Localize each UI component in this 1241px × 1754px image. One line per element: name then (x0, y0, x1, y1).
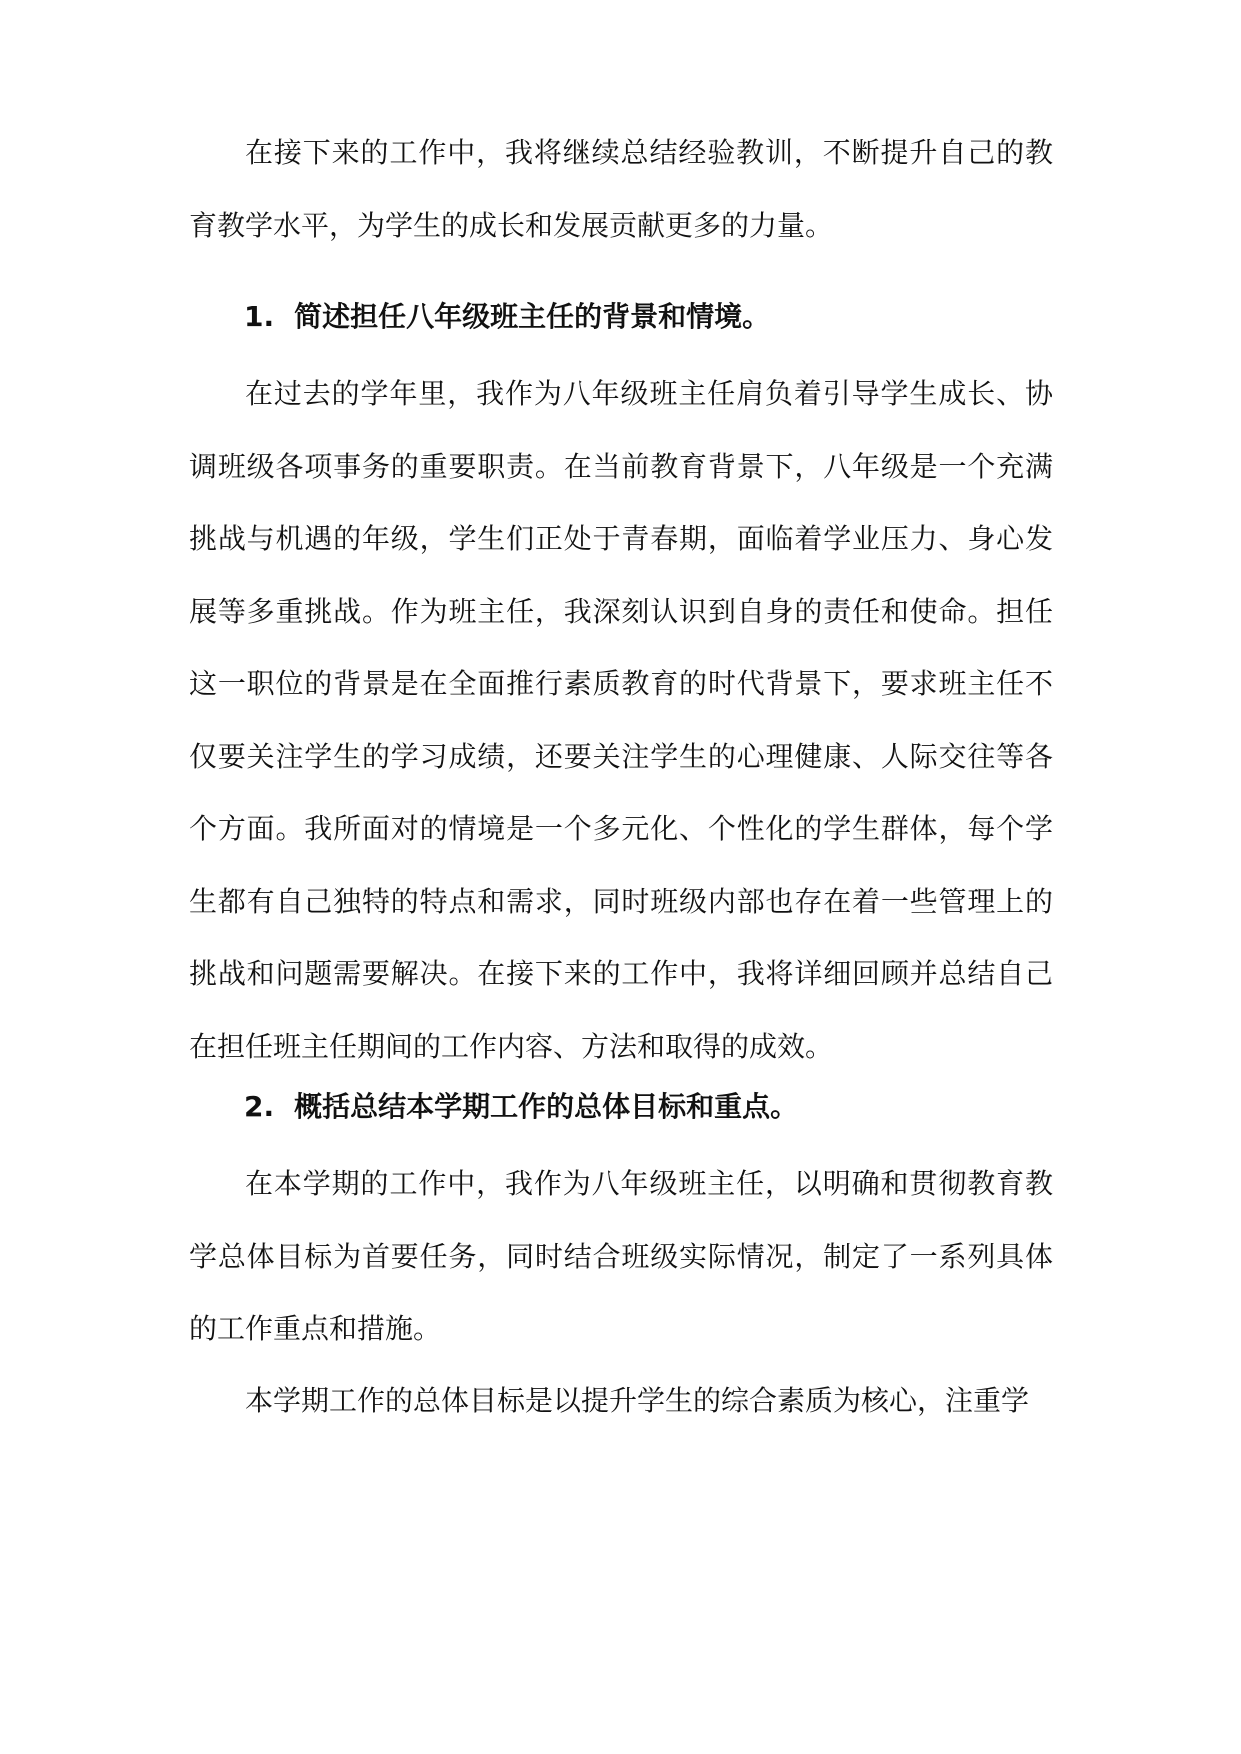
section-heading-2 (244, 1087, 798, 1127)
paragraph-overall-goal: 本学期工作的总体目标是以提升学生的综合素质为核心，注重学 (245, 1384, 1030, 1417)
section-title: 简述担任八年级班主任的背景和情境。 (294, 300, 771, 333)
section-number: 2. (244, 1090, 275, 1123)
section-title: 概括总结本学期工作的总体目标和重点。 (294, 1090, 799, 1123)
paragraph-closing-remarks: 在接下来的工作中，我将继续总结经验教训，不断提升自己的教育教学水平，为学生的成长和发展贡献更多的力量。 (189, 136, 1053, 242)
paragraph-semester-work: 在本学期的工作中，我作为八年级班主任，以明确和贯彻教育教学总体目标为首要任务，同时结合班级实际情况，制定了一系列具体的工作重点和措施。 (189, 1167, 1053, 1345)
section-number: 1. (244, 300, 275, 333)
section-heading-1 (244, 297, 770, 337)
paragraph-background: 在过去的学年里，我作为八年级班主任肩负着引导学生成长、协调班级各项事务的重要职责。在当前教育背景下，八年级是一个充满挑战与机遇的年级，学生们正处于青春期，面临着学业压力、身心发展等多重挑战。作为班主任，我深刻认识到自身的责任和使命。担任这一职位的背景是在全面推行素质教育的时代背景下，要求班主任不仅要关注学生的学习成绩，还要关注学生的心理健康、人际交往等各个方面。我所面对的情境是一个多元化、个性化的学生群体，每个学生都有自己独特的特点和需求，同时班级内部也存在着一些管理上的挑战和问题需要解决。在接下来的工作中，我将详细回顾并总结自己在担任班主任期间的工作内容、方法和取得的成效。 (189, 377, 1053, 1063)
